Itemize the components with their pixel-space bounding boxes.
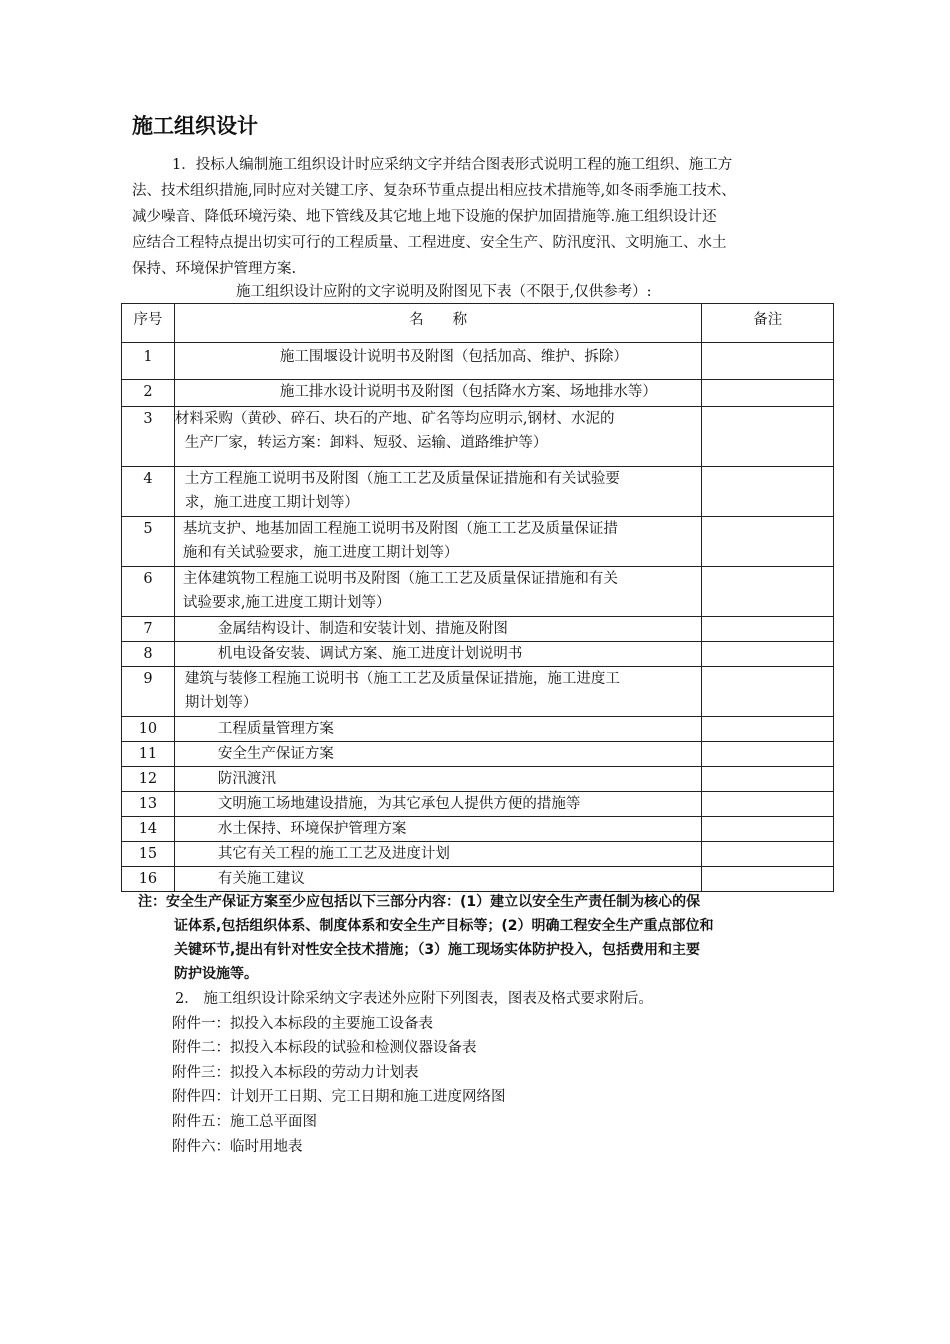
table-row [122,380,834,407]
row-no: 7 [143,621,153,637]
row-name-cell [174,742,702,767]
row-name: 建筑与装修工程施工说明书（施工工艺及质量保证措施，施工进度工 [184,671,620,687]
note-line: 关键环节,提出有针对性安全技术措施；（3）施工现场实体防护投入，包括费用和主要 [174,942,701,958]
row-note-cell [702,867,834,892]
row-name-cell [174,717,702,742]
row-note-cell [702,767,834,792]
row-note-cell [702,842,834,867]
note-line: 注：安全生产保证方案至少应包括以下三部分内容：(1）建立以安全生产责任制为核心的保 [138,894,701,910]
table-row [122,343,834,380]
attachment-item: 附件六：临时用地表 [172,1138,303,1155]
attachments-section [172,987,812,1159]
row-name-cell [174,867,702,892]
header-no: 序号 [122,304,175,343]
row-name: 基坑支护、地基加固工程施工说明书及附图（施工工艺及质量保证措 [182,521,618,537]
row-name-cell [174,407,702,467]
row-name-cell [174,817,702,842]
document-title: 施工组织设计 [132,114,258,138]
row-note-cell [702,642,834,667]
table-row [122,642,834,667]
row-note-cell [702,517,834,567]
header-note: 备注 [702,304,834,343]
row-no: 9 [143,671,153,687]
row-name-continued: 求，施工进度工期计划等） [184,495,359,511]
intro-paragraph [132,152,822,282]
row-no-cell [122,867,175,892]
intro-line: 减少噪音、降低环境污染、地下管线及其它地上地下设施的保护加固措施等.施工组织设计还 [132,209,717,225]
row-name: 有关施工建议 [217,871,305,887]
row-note-cell [702,667,834,717]
attachment-item: 附件四：计划开工日期、完工日期和施工进度网络图 [172,1089,506,1106]
row-name: 金属结构设计、制造和安装计划、措施及附图 [217,621,508,637]
row-name: 其它有关工程的施工工艺及进度计划 [217,846,450,862]
row-name: 主体建筑物工程施工说明书及附图（施工工艺及质量保证措施和有关 [182,571,618,587]
table-header-row [122,304,834,343]
table-row [122,767,834,792]
row-no-cell [122,717,175,742]
row-no-cell [122,642,175,667]
note-line: 防护设施等。 [174,966,258,982]
row-no-cell [122,380,175,407]
row-name-cell [174,792,702,817]
row-name: 材料采购（黄砂、碎石、块石的产地、矿名等均应明示,钢材、水泥的 [174,411,615,427]
table-row [122,742,834,767]
row-note-cell [702,567,834,617]
row-no-cell [122,842,175,867]
attachment-item: 附件二：拟投入本标段的试验和检测仪器设备表 [172,1040,477,1057]
table-row [122,467,834,517]
row-no: 10 [138,721,158,737]
row-no-cell [122,817,175,842]
row-no: 1 [143,349,153,365]
row-no-cell [122,343,175,380]
row-no: 16 [138,871,158,887]
row-name: 工程质量管理方案 [217,721,334,737]
intro-line: 应结合工程特点提出切实可行的工程质量、工程进度、安全生产、防汛度汛、文明施工、水土 [132,235,727,251]
row-no-cell [122,742,175,767]
row-no-cell [122,407,175,467]
row-name-cell [174,380,702,407]
attachment-item: 附件一：拟投入本标段的主要施工设备表 [172,1015,433,1032]
row-name: 机电设备安装、调试方案、施工进度计划说明书 [217,646,523,662]
attachment-table [121,303,834,892]
row-no: 8 [143,646,153,662]
row-no: 13 [138,796,158,812]
row-note-cell [702,407,834,467]
attachment-item: 附件五：施工总平面图 [172,1113,317,1130]
table-row [122,617,834,642]
paragraph-2: 2． 施工组织设计除采纳文字表述外应附下列图表，图表及格式要求附后。 [175,991,653,1007]
row-no: 11 [138,746,158,762]
row-name-continued: 生产厂家，转运方案：卸料、短驳、运输、道路维护等） [184,435,548,451]
row-no-cell [122,567,175,617]
row-name: 文明施工场地建设措施，为其它承包人提供方便的措施等 [217,796,581,812]
row-note-cell [702,742,834,767]
attachment-item: 附件三：拟投入本标段的劳动力计划表 [172,1064,419,1081]
row-name-continued: 期计划等） [184,695,258,711]
row-no-cell [122,667,175,717]
row-note-cell [702,792,834,817]
row-no: 15 [138,846,158,862]
row-no-cell [122,792,175,817]
row-name-continued: 施和有关试验要求，施工进度工期计划等） [182,545,459,561]
row-note-cell [702,717,834,742]
row-name: 防汛渡汛 [217,771,276,787]
table-row [122,517,834,567]
row-note-cell [702,617,834,642]
intro-line: 1．投标人编制施工组织设计时应采纳文字并结合图表形式说明工程的施工组织、施工方 [172,157,733,173]
table-row [122,817,834,842]
row-name: 施工排水设计说明书及附图（包括降水方案、场地排水等） [279,384,657,400]
table-row [122,792,834,817]
row-no-cell [122,617,175,642]
row-no: 2 [143,384,153,400]
row-note-cell [702,343,834,380]
row-name-cell [174,343,702,380]
row-name-cell [174,567,702,617]
row-name-cell [174,467,702,517]
row-no-cell [122,467,175,517]
row-no: 6 [143,571,153,587]
table-row [122,667,834,717]
row-name-cell [174,617,702,642]
row-name-cell [174,642,702,667]
row-name: 安全生产保证方案 [217,746,334,762]
row-name: 施工围堰设计说明书及附图（包括加高、维护、拆除） [279,349,628,365]
row-note-cell [702,380,834,407]
row-no: 3 [143,411,153,427]
note-line: 证体系,包括组织体系、制度体系和安全生产目标等；(2）明确工程安全生产重点部位和 [174,918,714,934]
row-name-cell [174,667,702,717]
row-name: 土方工程施工说明书及附图（施工工艺及质量保证措施和有关试验要 [184,471,620,487]
safety-note [138,890,828,986]
header-name: 名 称 [174,304,702,343]
row-name-continued: 试验要求,施工进度工期计划等） [182,595,391,611]
row-name-cell [174,842,702,867]
row-name: 水土保持、环境保护管理方案 [217,821,407,837]
row-no: 14 [138,821,158,837]
table-caption: 施工组织设计应附的文字说明及附图见下表（不限于,仅供参考）: [236,284,652,300]
table-row [122,842,834,867]
table-row [122,717,834,742]
row-no-cell [122,517,175,567]
intro-line: 保持、环境保护管理方案. [132,261,297,277]
table-row [122,407,834,467]
row-no: 5 [143,521,153,537]
row-note-cell [702,817,834,842]
row-no: 4 [143,471,153,487]
table-row [122,867,834,892]
row-note-cell [702,467,834,517]
row-no: 12 [138,771,158,787]
row-name-cell [174,517,702,567]
intro-line: 法、技术组织措施,同时应对关键工序、复杂环节重点提出相应技术措施等,如冬雨季施工技术、 [132,183,736,199]
row-name-cell [174,767,702,792]
row-no-cell [122,767,175,792]
table-row [122,567,834,617]
